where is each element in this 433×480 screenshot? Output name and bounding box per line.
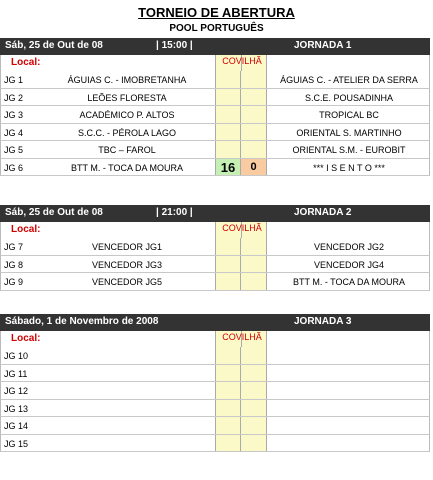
round-header [0, 38, 430, 55]
venue-name: COVILHÃ [222, 56, 262, 66]
game-row [0, 256, 430, 274]
away-score [241, 71, 267, 88]
home-score [215, 141, 241, 158]
away-score: 0 [241, 159, 267, 176]
game-row [0, 273, 430, 291]
home-score [215, 71, 241, 88]
home-score [215, 435, 241, 452]
home-team: TBC – FAROL [98, 145, 156, 155]
home-team: VENCEDOR JG3 [91, 259, 162, 270]
home-team: BTT M. - TOCA DA MOURA [70, 162, 184, 173]
away-team: S.C.E. POUSADINHA [304, 92, 394, 103]
game-number: JG 5 [4, 145, 24, 155]
round-date: Sábado, 1 de Novembro de 2008 [5, 316, 159, 327]
home-score [215, 273, 241, 290]
round-time: | 21:00 | [156, 207, 193, 218]
home-score [215, 106, 241, 123]
venue-name: COVILHÃ [222, 223, 262, 233]
home-score [215, 89, 241, 106]
game-number: JG 10 [4, 351, 29, 361]
away-team: ORIENTAL S. MARTINHO [296, 127, 402, 138]
home-team: LEÕES FLORESTA [87, 92, 167, 103]
game-row [0, 141, 430, 159]
away-score [241, 273, 267, 290]
away-score [241, 106, 267, 123]
home-score [215, 124, 241, 141]
game-row [0, 106, 430, 124]
home-team: ACADÉMICO P. ALTOS [79, 110, 175, 120]
venue-name: COVILHÃ [222, 332, 262, 342]
round-jornada: JORNADA 1 [294, 40, 352, 51]
game-number: JG 2 [4, 92, 24, 103]
home-team: ÁGUIAS C. - IMOBRETANHA [67, 75, 187, 85]
away-score [241, 347, 267, 364]
away-team: TROPICAL BC [319, 110, 379, 120]
round-block [0, 205, 430, 291]
game-number: JG 6 [4, 162, 24, 173]
away-score [241, 141, 267, 158]
home-score [215, 400, 241, 417]
round-header [0, 314, 430, 331]
page-subtitle: POOL PORTUGUÊS [169, 23, 264, 34]
game-row [0, 347, 430, 365]
home-team: VENCEDOR JG5 [91, 277, 162, 287]
game-number: JG 1 [4, 75, 24, 85]
game-number: JG 11 [4, 368, 28, 379]
home-score [215, 238, 241, 255]
away-score [241, 238, 267, 255]
home-score [215, 347, 241, 364]
game-number: JG 13 [4, 403, 29, 414]
away-team: *** I S E N T O *** [313, 162, 385, 173]
home-team: S.C.C. - PÉROLA LAGO [77, 127, 177, 138]
game-row [0, 238, 430, 256]
round-jornada: JORNADA 3 [294, 316, 352, 327]
round-block [0, 314, 430, 452]
game-number: JG 7 [4, 242, 24, 252]
game-row [0, 382, 430, 400]
game-row [0, 89, 430, 107]
round-header [0, 205, 430, 222]
game-number: JG 3 [4, 110, 24, 120]
venue-row [0, 222, 430, 238]
game-row [0, 435, 430, 453]
game-number: JG 9 [4, 277, 24, 287]
game-number: JG 8 [4, 259, 24, 270]
game-row [0, 365, 430, 383]
away-team: VENCEDOR JG4 [313, 259, 384, 270]
away-score [241, 89, 267, 106]
home-score [215, 382, 241, 399]
local-label: Local: [11, 224, 41, 235]
home-score: 16 [215, 159, 241, 176]
away-score [241, 400, 267, 417]
away-score [241, 435, 267, 452]
away-team: ÁGUIAS C. - ATELIER DA SERRA [280, 75, 418, 85]
game-row [0, 71, 430, 89]
local-label: Local: [11, 333, 41, 344]
local-label: Local: [11, 57, 41, 68]
home-score [215, 256, 241, 273]
away-score [241, 382, 267, 399]
round-block [0, 38, 430, 176]
away-score [241, 256, 267, 273]
game-number: JG 14 [4, 421, 29, 431]
away-team: BTT M. - TOCA DA MOURA [292, 277, 406, 287]
home-score [215, 417, 241, 434]
venue-row [0, 331, 430, 347]
away-score [241, 124, 267, 141]
game-row [0, 417, 430, 435]
away-score [241, 417, 267, 434]
game-row [0, 400, 430, 418]
round-jornada: JORNADA 2 [294, 207, 352, 218]
home-score [215, 365, 241, 382]
round-date: Sáb, 25 de Out de 08 [5, 40, 103, 51]
venue-row [0, 55, 430, 71]
away-team: VENCEDOR JG2 [313, 242, 384, 252]
game-number: JG 4 [4, 127, 24, 138]
round-time: | 15:00 | [156, 40, 193, 51]
page-title: TORNEIO DE ABERTURA [138, 5, 295, 20]
game-number: JG 12 [4, 386, 29, 396]
round-date: Sáb, 25 de Out de 08 [5, 207, 103, 218]
game-number: JG 15 [4, 438, 29, 449]
away-score [241, 365, 267, 382]
away-team: ORIENTAL S.M. - EUROBIT [292, 145, 406, 155]
home-team: VENCEDOR JG1 [91, 242, 162, 252]
game-row [0, 159, 430, 177]
game-row [0, 124, 430, 142]
